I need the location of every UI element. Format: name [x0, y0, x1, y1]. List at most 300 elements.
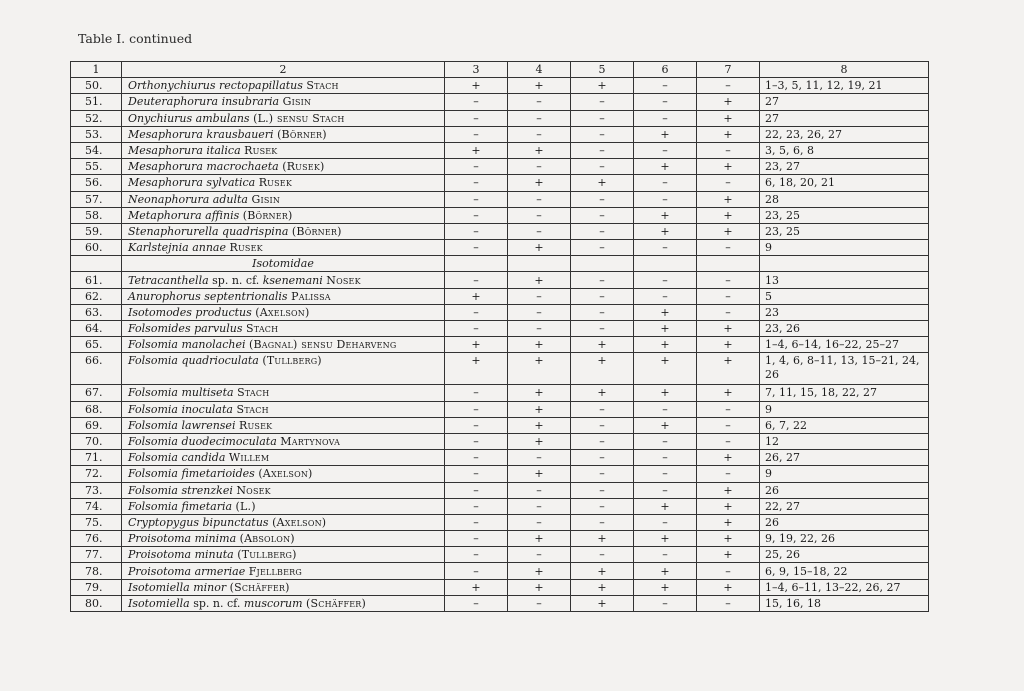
table-row — [71, 337, 929, 353]
presence-mark: – — [697, 563, 760, 579]
presence-mark: – — [571, 110, 634, 126]
presence-mark: + — [571, 385, 634, 401]
presence-mark: – — [697, 240, 760, 256]
species-author: Gisin — [251, 192, 281, 206]
species-author: Fjellberg — [248, 564, 302, 578]
presence-mark: + — [634, 223, 697, 239]
presence-mark: + — [508, 401, 571, 417]
header-cell: 4 — [508, 62, 571, 78]
header-cell: 5 — [571, 62, 634, 78]
references: 12 — [760, 433, 929, 449]
presence-mark: – — [571, 498, 634, 514]
presence-mark: + — [697, 159, 760, 175]
species-name: Folsomia lawrensei — [128, 418, 236, 432]
presence-mark: – — [508, 498, 571, 514]
references: 6, 18, 20, 21 — [760, 175, 929, 191]
family-row — [71, 256, 929, 272]
presence-mark: – — [697, 401, 760, 417]
presence-mark: + — [571, 579, 634, 595]
row-number: 59. — [71, 223, 122, 239]
species-cell — [122, 240, 445, 256]
table-row — [71, 175, 929, 191]
species-name: Folsomia duodecimoculata — [128, 435, 277, 449]
species-cell — [122, 78, 445, 94]
presence-mark: – — [445, 547, 508, 563]
species-name: Orthonychiurus rectopapillatus — [128, 79, 303, 93]
row-number: 73. — [71, 482, 122, 498]
presence-mark: – — [571, 514, 634, 530]
references: 26 — [760, 482, 929, 498]
presence-mark: – — [634, 142, 697, 158]
row-number: 52. — [71, 110, 122, 126]
references: 1–4, 6–14, 16–22, 25–27 — [760, 337, 929, 353]
empty-cell — [445, 256, 508, 272]
references: 23, 25 — [760, 223, 929, 239]
species-author: Nosek — [236, 483, 271, 497]
row-number: 50. — [71, 78, 122, 94]
species-name: Folsomia fimetaria — [128, 499, 233, 513]
presence-mark: – — [445, 207, 508, 223]
references: 23, 25 — [760, 207, 929, 223]
presence-mark: – — [571, 321, 634, 337]
presence-mark: + — [697, 353, 760, 385]
presence-mark: – — [571, 433, 634, 449]
table-row — [71, 272, 929, 288]
presence-mark: – — [445, 110, 508, 126]
species-cell — [122, 417, 445, 433]
row-number: 71. — [71, 450, 122, 466]
table-row — [71, 514, 929, 530]
presence-mark: + — [508, 433, 571, 449]
presence-mark: – — [445, 498, 508, 514]
presence-mark: – — [445, 466, 508, 482]
species-name: Isotomiella minor — [128, 580, 227, 594]
species-cell — [122, 531, 445, 547]
species-author: (Rusek) — [282, 160, 325, 174]
presence-mark: – — [508, 304, 571, 320]
presence-mark: + — [445, 78, 508, 94]
row-number: 69. — [71, 417, 122, 433]
references: 6, 9, 15–18, 22 — [760, 563, 929, 579]
presence-mark: – — [445, 401, 508, 417]
references: 23, 26 — [760, 321, 929, 337]
species-name: Stenaphorurella quadrispina — [128, 224, 289, 238]
row-number: 60. — [71, 240, 122, 256]
table-row — [71, 450, 929, 466]
species-cell — [122, 385, 445, 401]
references: 22, 27 — [760, 498, 929, 514]
presence-mark: – — [508, 595, 571, 611]
row-number: 65. — [71, 337, 122, 353]
species-author: (Börner) — [291, 224, 342, 238]
species-cell — [122, 595, 445, 611]
presence-mark: + — [571, 531, 634, 547]
empty-cell — [697, 256, 760, 272]
presence-mark: – — [508, 223, 571, 239]
presence-mark: – — [508, 482, 571, 498]
references: 6, 7, 22 — [760, 417, 929, 433]
table-row — [71, 466, 929, 482]
species-cell — [122, 563, 445, 579]
species-name-compare: muscorum — [243, 596, 303, 610]
presence-mark: + — [508, 563, 571, 579]
species-cell — [122, 514, 445, 530]
references: 1–3, 5, 11, 12, 19, 21 — [760, 78, 929, 94]
presence-mark: – — [571, 272, 634, 288]
table-row — [71, 531, 929, 547]
presence-mark: – — [508, 126, 571, 142]
species-cell — [122, 175, 445, 191]
table-row — [71, 159, 929, 175]
species-name: Proisotoma armeriae — [128, 564, 246, 578]
row-number: 58. — [71, 207, 122, 223]
row-number: 54. — [71, 142, 122, 158]
species-author: (Axelson) — [272, 515, 327, 529]
presence-mark: – — [697, 433, 760, 449]
species-name: Isotomiella — [128, 596, 190, 610]
references: 26, 27 — [760, 450, 929, 466]
presence-mark: + — [508, 466, 571, 482]
presence-mark: – — [634, 78, 697, 94]
presence-mark: – — [571, 401, 634, 417]
species-name-compare: ksenemani — [262, 273, 323, 287]
table-row — [71, 321, 929, 337]
presence-mark: + — [697, 94, 760, 110]
presence-mark: – — [445, 272, 508, 288]
presence-mark: – — [445, 175, 508, 191]
empty-cell — [760, 256, 929, 272]
references: 27 — [760, 110, 929, 126]
presence-mark: + — [445, 353, 508, 385]
species-author: Willem — [228, 451, 270, 465]
species-cell — [122, 321, 445, 337]
row-number: 68. — [71, 401, 122, 417]
presence-mark: + — [508, 579, 571, 595]
species-author: Rusek — [258, 176, 293, 190]
presence-mark: + — [445, 337, 508, 353]
table-row — [71, 433, 929, 449]
presence-mark: + — [508, 272, 571, 288]
presence-mark: – — [445, 223, 508, 239]
presence-mark: + — [634, 126, 697, 142]
species-author: (Absolon) — [239, 532, 295, 546]
row-number: 64. — [71, 321, 122, 337]
presence-mark: – — [445, 450, 508, 466]
presence-mark: + — [697, 207, 760, 223]
row-number: 66. — [71, 353, 122, 385]
presence-mark: + — [508, 337, 571, 353]
presence-mark: + — [634, 159, 697, 175]
presence-mark: + — [508, 240, 571, 256]
references: 22, 23, 26, 27 — [760, 126, 929, 142]
row-number: 77. — [71, 547, 122, 563]
species-name: Mesaphorura krausbaueri — [128, 127, 274, 141]
presence-mark: – — [571, 207, 634, 223]
presence-mark: – — [508, 288, 571, 304]
references: 15, 16, 18 — [760, 595, 929, 611]
presence-mark: – — [634, 482, 697, 498]
presence-mark: – — [445, 159, 508, 175]
presence-mark: + — [697, 482, 760, 498]
references: 25, 26 — [760, 547, 929, 563]
presence-mark: – — [634, 94, 697, 110]
species-cell — [122, 450, 445, 466]
presence-mark: – — [697, 417, 760, 433]
presence-mark: + — [634, 321, 697, 337]
presence-mark: + — [697, 385, 760, 401]
presence-mark: + — [697, 514, 760, 530]
species-cell — [122, 272, 445, 288]
presence-mark: + — [697, 337, 760, 353]
table-row — [71, 563, 929, 579]
table-row — [71, 78, 929, 94]
presence-mark: – — [634, 191, 697, 207]
species-cell — [122, 110, 445, 126]
presence-mark: – — [697, 78, 760, 94]
species-author: Nosek — [326, 273, 361, 287]
presence-mark: – — [445, 385, 508, 401]
references: 7, 11, 15, 18, 22, 27 — [760, 385, 929, 401]
presence-mark: – — [697, 175, 760, 191]
presence-mark: + — [697, 321, 760, 337]
species-cell — [122, 126, 445, 142]
presence-mark: – — [508, 321, 571, 337]
presence-mark: + — [697, 110, 760, 126]
presence-mark: + — [571, 595, 634, 611]
presence-mark: + — [697, 450, 760, 466]
row-number: 57. — [71, 191, 122, 207]
presence-mark: + — [508, 385, 571, 401]
presence-mark: + — [634, 417, 697, 433]
species-author: Stach — [237, 386, 270, 400]
species-author: (Börner) — [242, 208, 293, 222]
row-number: 80. — [71, 595, 122, 611]
species-name: Folsomia quadrioculata — [128, 354, 259, 368]
presence-mark: – — [697, 466, 760, 482]
row-number: 79. — [71, 579, 122, 595]
species-name: Folsomia candida — [128, 451, 226, 465]
references: 27 — [760, 94, 929, 110]
row-number: 74. — [71, 498, 122, 514]
row-number: 67. — [71, 385, 122, 401]
presence-mark: – — [634, 466, 697, 482]
species-name: Folsomia fimetarioides — [128, 467, 255, 481]
presence-mark: + — [634, 579, 697, 595]
species-author: Gisin — [282, 95, 312, 109]
references: 13 — [760, 272, 929, 288]
species-cell — [122, 498, 445, 514]
presence-mark: – — [634, 450, 697, 466]
presence-mark: – — [697, 304, 760, 320]
presence-mark: + — [571, 563, 634, 579]
species-author: Rusek — [238, 418, 273, 432]
species-author: Stach — [236, 402, 269, 416]
table-row — [71, 94, 929, 110]
presence-mark: + — [571, 337, 634, 353]
presence-mark: – — [445, 191, 508, 207]
species-author: (Tullberg) — [262, 354, 322, 368]
presence-mark: – — [445, 482, 508, 498]
row-number: 76. — [71, 531, 122, 547]
species-cell — [122, 579, 445, 595]
species-cell — [122, 304, 445, 320]
presence-mark: – — [634, 110, 697, 126]
presence-mark: + — [697, 191, 760, 207]
table-row — [71, 288, 929, 304]
table-row — [71, 142, 929, 158]
species-author: (Tullberg) — [237, 548, 297, 562]
presence-mark: + — [445, 142, 508, 158]
presence-mark: + — [634, 531, 697, 547]
header-cell: 2 — [122, 62, 445, 78]
header-cell: 7 — [697, 62, 760, 78]
presence-mark: – — [445, 433, 508, 449]
presence-mark: – — [445, 595, 508, 611]
species-cell — [122, 401, 445, 417]
row-number — [71, 256, 122, 272]
presence-mark: – — [634, 433, 697, 449]
species-cell — [122, 337, 445, 353]
presence-mark: – — [571, 547, 634, 563]
presence-mark: + — [634, 353, 697, 385]
presence-mark: + — [508, 142, 571, 158]
presence-mark: – — [508, 191, 571, 207]
species-qualifier: sp. n. cf. — [189, 596, 244, 610]
table-row — [71, 191, 929, 207]
row-number: 70. — [71, 433, 122, 449]
presence-mark: + — [445, 288, 508, 304]
presence-mark: + — [697, 498, 760, 514]
presence-mark: + — [634, 498, 697, 514]
header-cell: 3 — [445, 62, 508, 78]
table-row — [71, 304, 929, 320]
table-body — [71, 78, 929, 612]
species-author: Rusek — [244, 144, 278, 158]
table-row — [71, 126, 929, 142]
presence-mark: – — [445, 304, 508, 320]
row-number: 61. — [71, 272, 122, 288]
row-number: 55. — [71, 159, 122, 175]
header-cell: 8 — [760, 62, 929, 78]
presence-mark: + — [571, 175, 634, 191]
presence-mark: – — [571, 223, 634, 239]
species-name: Proisotoma minima — [128, 532, 237, 546]
table-row — [71, 547, 929, 563]
family-name: Isotomidae — [122, 256, 445, 272]
species-name: Neonaphorura adulta — [128, 192, 248, 206]
species-author: Palissa — [291, 289, 331, 303]
presence-mark: – — [508, 450, 571, 466]
row-number: 72. — [71, 466, 122, 482]
species-name: Metaphorura affinis — [128, 208, 240, 222]
presence-mark: – — [508, 547, 571, 563]
species-cell — [122, 547, 445, 563]
species-author: Martynova — [280, 435, 341, 449]
presence-mark: – — [571, 304, 634, 320]
species-name: Onychiurus ambulans — [128, 111, 250, 125]
presence-mark: – — [634, 175, 697, 191]
species-name: Isotomodes productus — [128, 305, 252, 319]
presence-mark: – — [445, 514, 508, 530]
presence-mark: – — [508, 207, 571, 223]
species-name: Cryptopygus bipunctatus — [128, 515, 269, 529]
presence-mark: + — [697, 223, 760, 239]
presence-mark: – — [634, 401, 697, 417]
references: 9 — [760, 401, 929, 417]
species-cell — [122, 288, 445, 304]
row-number: 75. — [71, 514, 122, 530]
presence-mark: – — [571, 94, 634, 110]
table-row — [71, 110, 929, 126]
presence-mark: – — [697, 288, 760, 304]
species-cell — [122, 223, 445, 239]
species-cell — [122, 353, 445, 385]
species-cell — [122, 142, 445, 158]
table-row — [71, 498, 929, 514]
species-author: (Bagnal) sensu Deharveng — [249, 338, 397, 352]
table-row — [71, 417, 929, 433]
presence-mark: – — [697, 595, 760, 611]
row-number: 62. — [71, 288, 122, 304]
presence-mark: – — [508, 94, 571, 110]
presence-mark: + — [634, 563, 697, 579]
species-cell — [122, 482, 445, 498]
table-row — [71, 353, 929, 385]
species-name: Folsomides parvulus — [128, 322, 243, 336]
table-row — [71, 595, 929, 611]
presence-mark: – — [634, 547, 697, 563]
table-row — [71, 207, 929, 223]
presence-mark: – — [634, 240, 697, 256]
presence-mark: – — [508, 514, 571, 530]
species-cell — [122, 466, 445, 482]
presence-mark: – — [508, 110, 571, 126]
presence-mark: – — [508, 159, 571, 175]
presence-mark: + — [634, 207, 697, 223]
presence-mark: + — [697, 531, 760, 547]
presence-mark: + — [634, 337, 697, 353]
table-row — [71, 240, 929, 256]
presence-mark: – — [571, 126, 634, 142]
table-row — [71, 482, 929, 498]
presence-mark: – — [571, 466, 634, 482]
references: 28 — [760, 191, 929, 207]
species-table — [70, 61, 929, 612]
references: 1, 4, 6, 8–11, 13, 15–21, 24, 26 — [760, 353, 929, 385]
species-name: Proisotoma minuta — [128, 548, 234, 562]
species-author: (Axelson) — [255, 305, 310, 319]
presence-mark: – — [445, 126, 508, 142]
presence-mark: + — [508, 531, 571, 547]
presence-mark: – — [571, 191, 634, 207]
references: 9, 19, 22, 26 — [760, 531, 929, 547]
species-cell — [122, 94, 445, 110]
presence-mark: – — [571, 482, 634, 498]
table-row — [71, 401, 929, 417]
species-author: (L.) — [235, 499, 256, 513]
presence-mark: – — [445, 94, 508, 110]
species-name: Mesaphorura sylvatica — [128, 176, 256, 190]
species-name: Folsomia multiseta — [128, 386, 234, 400]
presence-mark: – — [571, 450, 634, 466]
presence-mark: + — [508, 175, 571, 191]
row-number: 63. — [71, 304, 122, 320]
header-cell: 1 — [71, 62, 122, 78]
species-author: Stach — [306, 79, 339, 93]
presence-mark: + — [508, 353, 571, 385]
table-caption: Table I. continued — [78, 31, 193, 46]
row-number: 51. — [71, 94, 122, 110]
